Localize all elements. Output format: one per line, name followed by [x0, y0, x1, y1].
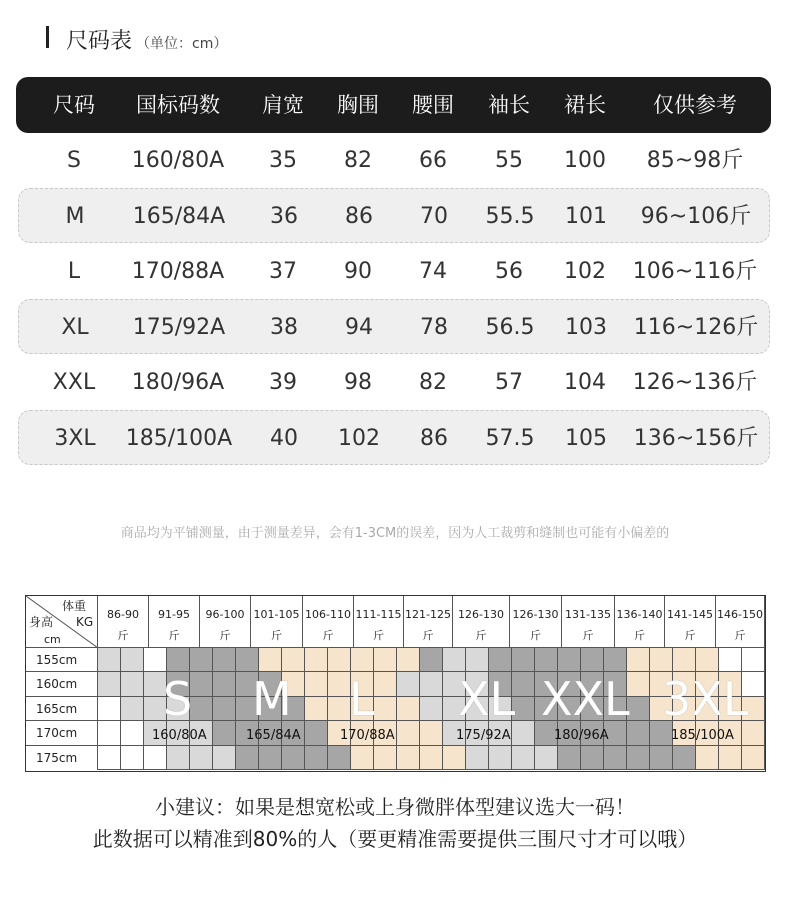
- header-cell: 腰围: [412, 93, 454, 117]
- weight-unit: 斤: [219, 629, 231, 642]
- size-cell: 165/84A: [132, 204, 226, 229]
- weight-range: 101-105: [253, 608, 300, 621]
- fit-cell: [489, 746, 512, 770]
- corner-kg-label: KG: [76, 615, 94, 629]
- height-row-label: 160cm: [26, 672, 98, 696]
- size-cell: 38: [270, 315, 298, 340]
- size-cell: M: [65, 204, 85, 229]
- fit-cell: [489, 648, 512, 672]
- fit-cell: [98, 697, 121, 721]
- weight-range: 106-110: [305, 608, 351, 621]
- weight-range: 121-125: [405, 608, 451, 621]
- fit-cell: [512, 721, 535, 745]
- weight-unit: 斤: [271, 629, 282, 642]
- weight-unit: 斤: [322, 629, 334, 642]
- fit-cell: [98, 746, 121, 770]
- size-cell: 66: [419, 148, 447, 173]
- weight-column-header: [251, 596, 303, 648]
- weight-column-header: [98, 596, 149, 648]
- fit-cell: [420, 721, 443, 745]
- weight-range: 131-135: [565, 608, 611, 621]
- fit-cell: [627, 697, 650, 721]
- weight-range: 96-100: [205, 608, 245, 621]
- size-cell: 70: [420, 204, 448, 229]
- weight-range: 86-90: [107, 608, 139, 621]
- size-row: [18, 244, 770, 299]
- weight-unit: 斤: [422, 629, 434, 642]
- weight-column-header: [615, 596, 665, 648]
- fit-cell: [604, 746, 627, 770]
- fit-cell: [121, 697, 144, 721]
- fit-cell: [696, 648, 719, 672]
- height-row-label: 165cm: [26, 697, 98, 721]
- size-letter-overlay: 3XL: [662, 672, 749, 726]
- fit-cell: [305, 672, 328, 696]
- size-row: [18, 410, 770, 465]
- fit-cell: [374, 746, 397, 770]
- fit-cell: [144, 648, 167, 672]
- fit-cell: [512, 697, 535, 721]
- size-cell: 90: [344, 259, 372, 284]
- size-cell: 126~136斤: [632, 370, 758, 395]
- weight-unit: 斤: [734, 629, 746, 642]
- weight-range: 141-145: [667, 608, 713, 621]
- fit-cell: [696, 746, 719, 770]
- fit-cell: [305, 746, 328, 770]
- weight-range: 126-130: [458, 608, 504, 621]
- size-cell: 57.5: [485, 426, 535, 451]
- size-table-header: [16, 77, 771, 133]
- size-letter-overlay: XXL: [541, 672, 630, 726]
- size-cell: L: [67, 259, 81, 284]
- fit-cell: [98, 648, 121, 672]
- weight-column-header: [453, 596, 510, 648]
- fit-cell: [213, 672, 236, 696]
- size-cell: 104: [564, 370, 606, 395]
- corner-height-label: 身高: [29, 615, 54, 629]
- weight-range: 146-150: [717, 608, 763, 621]
- tip-line-1: 小建议：如果是想宽松或上身微胖体型建议选大一码！: [155, 795, 635, 819]
- fit-cell: [604, 648, 627, 672]
- fit-cell: [627, 648, 650, 672]
- size-cell: 39: [269, 370, 297, 395]
- size-cell: 55: [495, 148, 523, 173]
- size-cell: 102: [564, 259, 606, 284]
- size-row: [18, 188, 770, 243]
- size-cell: 35: [269, 148, 297, 173]
- size-cell: 98: [344, 370, 372, 395]
- size-letter-overlay: XL: [458, 672, 516, 726]
- fit-cell: [558, 746, 581, 770]
- size-code-label: 180/96A: [554, 728, 609, 743]
- fit-cell: [213, 721, 236, 745]
- fit-cell: [420, 746, 443, 770]
- fit-cell: [282, 746, 305, 770]
- fit-cell: [328, 672, 351, 696]
- fit-cell: [328, 648, 351, 672]
- fit-cell: [167, 746, 190, 770]
- fit-cell: [535, 648, 558, 672]
- header-cell: 胸围: [337, 93, 379, 117]
- fit-cell: [305, 648, 328, 672]
- fit-cell: [466, 648, 489, 672]
- fit-cell: [443, 648, 466, 672]
- fit-cell: [512, 672, 535, 696]
- fit-cell: [236, 746, 259, 770]
- fit-cell: [259, 648, 282, 672]
- size-cell: 105: [565, 426, 607, 451]
- weight-column-header: [200, 596, 251, 648]
- fit-cell: [512, 648, 535, 672]
- title-main: 尺码表: [66, 29, 133, 54]
- header-cell: 裙长: [564, 93, 606, 117]
- weight-column-header: [404, 596, 453, 648]
- fit-cell: [397, 721, 420, 745]
- weight-range: 91-95: [158, 608, 190, 621]
- weight-unit: 斤: [475, 629, 487, 642]
- height-row-label: 175cm: [26, 746, 98, 770]
- size-cell: 101: [565, 204, 607, 229]
- fit-cell: [535, 746, 558, 770]
- fit-cell: [190, 697, 213, 721]
- fit-cell: [466, 746, 489, 770]
- fit-cell: [328, 697, 351, 721]
- fit-cell: [213, 746, 236, 770]
- size-cell: 116~126斤: [633, 315, 759, 340]
- fit-cell: [121, 648, 144, 672]
- size-cell: 86: [345, 204, 373, 229]
- size-cell: 185/100A: [125, 426, 233, 451]
- corner-cell: [26, 596, 98, 648]
- weight-unit: 斤: [530, 629, 541, 642]
- fit-cell: [719, 648, 742, 672]
- size-cell: 74: [419, 259, 447, 284]
- corner-cm-label: cm: [44, 633, 61, 646]
- fit-cell: [351, 648, 374, 672]
- fit-cell: [673, 648, 696, 672]
- fit-cell: [673, 746, 696, 770]
- fit-cell: [650, 746, 673, 770]
- fit-cell: [121, 721, 144, 745]
- size-cell: 82: [419, 370, 447, 395]
- size-cell: 37: [269, 259, 297, 284]
- size-letter-overlay: S: [163, 672, 193, 726]
- size-cell: XXL: [52, 370, 96, 395]
- header-cell: 尺码: [53, 93, 95, 117]
- size-cell: 56: [495, 259, 523, 284]
- fit-cell: [627, 672, 650, 696]
- size-cell: 56.5: [485, 315, 535, 340]
- fit-cell: [420, 672, 443, 696]
- weight-column-header: [303, 596, 354, 648]
- fit-cell: [328, 746, 351, 770]
- fit-cell: [305, 721, 328, 745]
- size-letter-overlay: L: [349, 672, 375, 726]
- weight-unit: 斤: [684, 629, 696, 642]
- fit-cell: [190, 648, 213, 672]
- fit-cell: [742, 648, 765, 672]
- fit-cell: [351, 746, 374, 770]
- weight-unit: 斤: [634, 629, 645, 642]
- size-row: [18, 299, 770, 354]
- fit-cell: [742, 746, 765, 770]
- weight-range: 136-140: [616, 608, 663, 621]
- fit-cell: [282, 648, 305, 672]
- fit-cell: [627, 721, 650, 745]
- fit-cell: [190, 746, 213, 770]
- weight-unit: 斤: [373, 629, 384, 642]
- size-cell: XL: [61, 315, 89, 340]
- size-cell: 82: [344, 148, 372, 173]
- weight-unit: 斤: [117, 629, 129, 642]
- height-row-label: 170cm: [26, 721, 98, 745]
- size-code-label: 185/100A: [671, 728, 734, 743]
- weight-column-header: [354, 596, 404, 648]
- header-cell: 肩宽: [262, 93, 304, 117]
- size-cell: 96~106斤: [640, 204, 752, 229]
- fit-cell: [374, 672, 397, 696]
- fit-cell: [397, 672, 420, 696]
- fit-cell: [443, 746, 466, 770]
- weight-range: 111-115: [355, 608, 402, 621]
- fit-cell: [374, 697, 397, 721]
- size-cell: 85~98斤: [646, 148, 744, 173]
- size-cell: 36: [270, 204, 298, 229]
- title-marker: [46, 26, 49, 48]
- size-cell: 94: [345, 315, 373, 340]
- size-cell: 40: [270, 426, 298, 451]
- fit-cell: [144, 746, 167, 770]
- weight-unit: 斤: [582, 629, 594, 642]
- fit-cell: [236, 648, 259, 672]
- size-cell: 180/96A: [131, 370, 225, 395]
- size-cell: 175/92A: [132, 315, 226, 340]
- fit-chart: [25, 595, 766, 772]
- size-cell: 102: [338, 426, 380, 451]
- weight-column-header: [510, 596, 562, 648]
- height-row-label: 155cm: [26, 648, 98, 672]
- fit-cell: [420, 697, 443, 721]
- fit-cell: [213, 697, 236, 721]
- fit-cell: [397, 697, 420, 721]
- fit-cell: [121, 672, 144, 696]
- size-cell: 86: [420, 426, 448, 451]
- header-cell: 仅供参考: [653, 93, 737, 117]
- fit-cell: [581, 648, 604, 672]
- size-cell: 136~156斤: [633, 426, 759, 451]
- weight-column-header: [562, 596, 615, 648]
- fit-cell: [121, 746, 144, 770]
- fit-cell: [305, 697, 328, 721]
- size-cell: 160/80A: [131, 148, 225, 173]
- size-cell: 57: [495, 370, 523, 395]
- size-row: [18, 355, 770, 410]
- size-code-label: 165/84A: [246, 728, 301, 743]
- size-cell: 3XL: [54, 426, 96, 451]
- fit-cell: [397, 746, 420, 770]
- header-cell: 袖长: [488, 93, 530, 117]
- fit-cell: [167, 648, 190, 672]
- size-code-label: 175/92A: [456, 728, 511, 743]
- weight-column-header: [665, 596, 716, 648]
- page-title: [66, 24, 227, 55]
- fit-cell: [420, 648, 443, 672]
- fit-cell: [98, 721, 121, 745]
- size-row: [18, 133, 770, 188]
- fit-cell: [397, 648, 420, 672]
- weight-range: 126-130: [512, 608, 559, 621]
- fit-cell: [98, 672, 121, 696]
- fit-cell: [558, 648, 581, 672]
- size-code-label: 170/88A: [340, 728, 395, 743]
- title-unit: （单位：cm）: [136, 36, 228, 52]
- fit-cell: [719, 746, 742, 770]
- size-cell: 78: [420, 315, 448, 340]
- weight-column-header: [149, 596, 200, 648]
- fit-cell: [627, 746, 650, 770]
- corner-weight-label: 体重: [62, 599, 87, 613]
- fit-cell: [512, 746, 535, 770]
- size-cell: 103: [565, 315, 607, 340]
- weight-column-header: [716, 596, 765, 648]
- weight-unit: 斤: [168, 629, 180, 642]
- tip-line-2: 此数据可以精准到80%的人（要更精准需要提供三围尺寸才可以哦）: [92, 827, 698, 851]
- size-cell: 100: [564, 148, 606, 173]
- fit-cell: [650, 648, 673, 672]
- measurement-disclaimer: 商品均为平铺测量，由于测量差异，会有1-3CM的误差，因为人工裁剪和缝制也可能有小偏差的: [120, 526, 670, 541]
- fit-cell: [190, 672, 213, 696]
- size-cell: 55.5: [485, 204, 535, 229]
- size-cell: S: [67, 148, 81, 173]
- fit-cell: [374, 648, 397, 672]
- size-cell: 106~116斤: [632, 259, 758, 284]
- header-cell: 国标码数: [136, 93, 220, 117]
- fit-cell: [213, 648, 236, 672]
- fit-cell: [581, 746, 604, 770]
- size-letter-overlay: M: [252, 672, 292, 726]
- size-code-label: 160/80A: [152, 728, 207, 743]
- fit-cell: [259, 746, 282, 770]
- size-cell: 170/88A: [131, 259, 225, 284]
